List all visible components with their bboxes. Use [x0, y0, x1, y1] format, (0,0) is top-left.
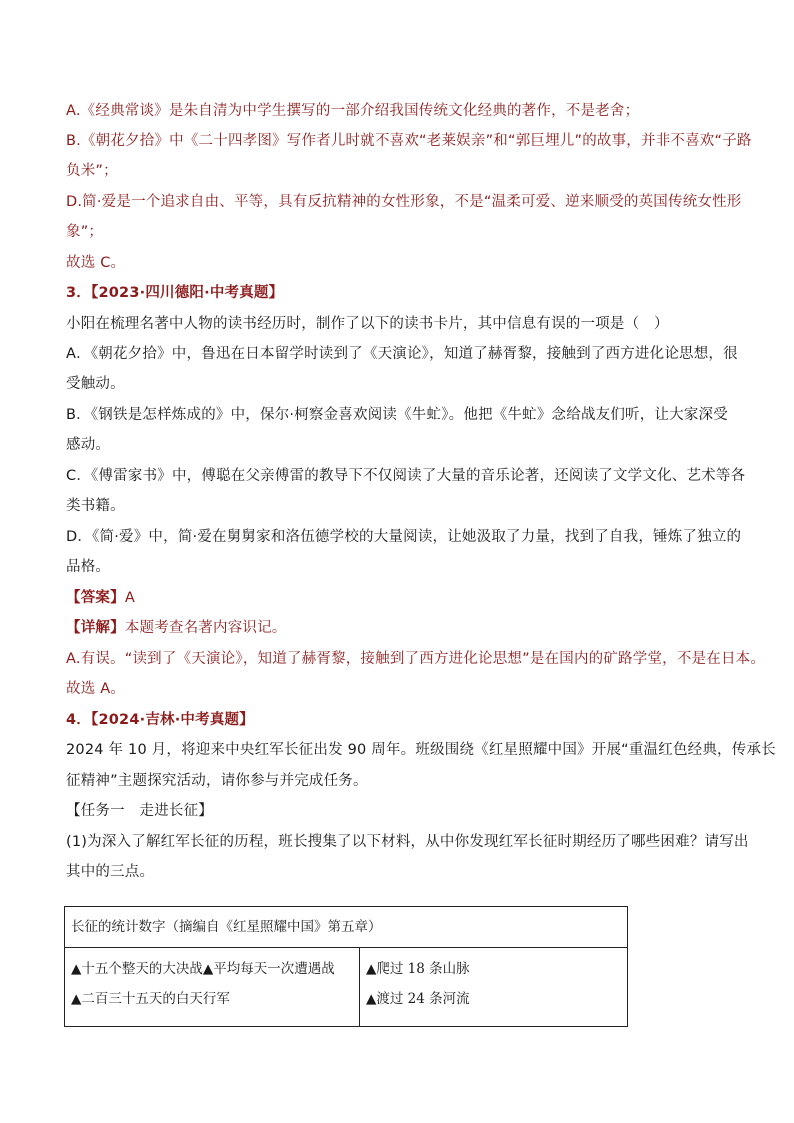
question-source: 【2023·四川德阳·中考真题】 — [91, 285, 284, 301]
question-4-header — [66, 710, 730, 730]
question-number: 3． — [66, 285, 91, 301]
question-3-option-b: B．《钢铁是怎样炼成的》中，保尔·柯察金喜欢阅读《牛虻》。他把《牛虻》念给战友们听，让大家深受 — [66, 407, 728, 423]
question-3-stem: 小阳在梳理名著中人物的读书经历时，制作了以下的读书卡片，其中信息有误的一项是（ ） — [66, 316, 669, 332]
detail-line — [66, 618, 730, 638]
question-3-header — [66, 283, 730, 303]
explanation-option-d-cont: 象”； — [66, 224, 104, 240]
detail-label: 【详解】 — [66, 620, 125, 636]
question-3-option-a: A．《朝花夕拾》中，鲁迅在日本留学时读到了《天演论》，知道了赫胥黎，接触到了西方进化论思想，很 — [66, 346, 738, 362]
explanation-option-d: D.简·爱是一个追求自由、平等，具有反抗精神的女性形象，不是“温柔可爱、逆来顺受的英国传统女性形 — [66, 194, 742, 210]
table-cell-left — [65, 948, 360, 1027]
table-cell-right — [360, 948, 628, 1027]
question-4-intro: 2024 年 10 月，将迎来中央红军长征出发 90 周年。班级围绕《红星照耀中国》开展“重温红色经典，传承长 — [66, 742, 776, 758]
question-3-option-d-cont: 品格。 — [66, 559, 111, 575]
task-1-heading: 【任务一 走进长征】 — [66, 803, 213, 819]
explanation-option-b: B.《朝花夕拾》中《二十四孝图》写作者儿时就不喜欢“老莱娱亲”和“郭巨埋儿”的故事，并非不喜欢“子路 — [66, 133, 752, 149]
sub-question-1: (1)为深入了解红军长征的历程，班长搜集了以下材料，从中你发现红军长征时期经历了哪些困难？请写出 — [66, 834, 749, 850]
table-item: ▲渡过 24 条河流 — [366, 991, 470, 1007]
explanation-option-a: A.《经典常谈》是朱自清为中学生撰写的一部介绍我国传统文化经典的著作，不是老舍； — [66, 103, 640, 119]
answer-label: 【答案】 — [66, 590, 125, 606]
answer-line — [66, 588, 730, 608]
table-item: ▲爬过 18 条山脉 — [366, 961, 470, 977]
detail-text: 本题考查名著内容识记。 — [124, 620, 287, 636]
question-3-option-c-cont: 类书籍。 — [66, 498, 125, 514]
explanation-choose: 故选 A。 — [66, 681, 126, 697]
sub-question-1-cont: 其中的三点。 — [66, 864, 155, 880]
question-number: 4． — [66, 712, 91, 728]
table-item: ▲二百三十五天的白天行军 — [71, 991, 230, 1007]
question-source: 【2024·吉林·中考真题】 — [91, 712, 254, 728]
question-3-option-d: D．《简·爱》中，简·爱在舅舅家和洛伍德学校的大量阅读，让她汲取了力量，找到了自我，锤炼了独立的 — [66, 529, 742, 545]
question-4-intro-cont: 征精神”主题探究活动，请你参与并完成任务。 — [66, 773, 368, 789]
explanation-text: A.有误。“读到了《天演论》，知道了赫胥黎，接触到了西方进化论思想”是在国内的矿路学堂，不是在日本。 — [66, 651, 766, 667]
question-3-option-a-cont: 受触动。 — [66, 376, 125, 392]
question-3-option-c: C．《傅雷家书》中，傅聪在父亲傅雷的教导下不仅阅读了大量的音乐论著，还阅读了文学文化、艺术等各 — [66, 468, 746, 484]
question-3-option-b-cont: 感动。 — [66, 437, 111, 453]
answer-value: A — [124, 590, 135, 606]
longmarch-stats-table — [64, 906, 628, 1027]
table-title: 长征的统计数字（摘编自《红星照耀中国》第五章） — [65, 907, 628, 948]
explanation-choose: 故选 C。 — [66, 255, 126, 271]
explanation-option-b-cont: 负米”； — [66, 163, 118, 179]
table-item: ▲十五个整天的大决战▲平均每天一次遭遇战 — [71, 961, 335, 977]
